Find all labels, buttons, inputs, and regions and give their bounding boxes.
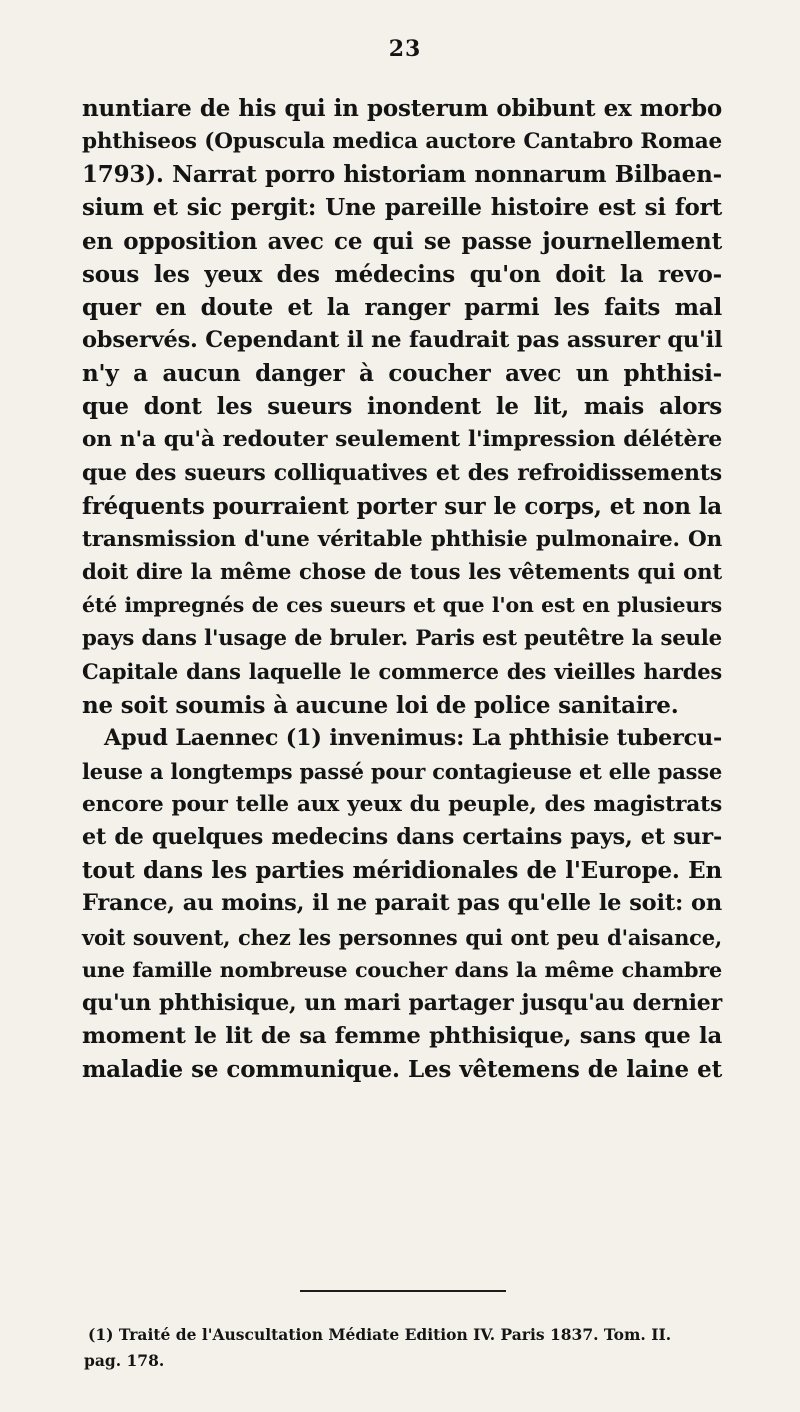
- text-line: pays dans l'usage de bruler. Paris est peutêtre la seule: [82, 626, 722, 652]
- text-line: sium et sic pergit: Une pareille histoire est si fort: [82, 194, 722, 222]
- text-line: doit dire la même chose de tous les vêtements qui ont: [82, 559, 722, 585]
- text-line: et de quelques medecins dans certains pays, et sur-: [82, 824, 722, 851]
- footnote-line: (1) Traité de l'Auscultation Médiate Edition IV. Paris 1837. Tom. II.: [88, 1325, 672, 1344]
- text-line: que dont les sueurs inondent le lit, mais alors: [82, 393, 722, 421]
- text-line: France, au moins, il ne parait pas qu'elle le soit: on: [82, 890, 722, 917]
- text-line: Apud Laennec (1) invenimus: La phthisie tubercu-: [104, 724, 722, 751]
- text-line: encore pour telle aux yeux du peuple, des magistrats: [82, 791, 722, 817]
- text-line: observés. Cependant il ne faudrait pas assurer qu'il: [82, 326, 723, 353]
- text-line: fréquents pourraient porter sur le corps, et non la: [82, 492, 722, 520]
- text-line: une famille nombreuse coucher dans la même chambre: [82, 957, 722, 982]
- text-line: maladie se communique. Les vêtemens de laine et: [82, 1056, 722, 1084]
- footnote-divider: [300, 1290, 506, 1292]
- text-line: été impregnés de ces sueurs et que l'on est en plusieurs: [82, 593, 722, 618]
- text-line: moment le lit de sa femme phthisique, sans que la: [82, 1022, 722, 1049]
- text-line: que des sueurs colliquatives et des refroidissements: [82, 459, 722, 486]
- text-line: Capitale dans laquelle le commerce des vieilles hardes: [82, 659, 722, 685]
- page-number: 23: [388, 36, 422, 62]
- text-line: 1793). Narrat porro historiam nonnarum Bilbaen-: [82, 161, 722, 189]
- text-line: voit souvent, chez les personnes qui ont peu d'aisance,: [82, 924, 722, 950]
- footnote-line: pag. 178.: [84, 1351, 165, 1370]
- text-line: leuse a longtemps passé pour contagieuse et elle passe: [82, 758, 723, 784]
- text-line: tout dans les parties méridionales de l'Europe. En: [82, 857, 722, 885]
- text-line: ne soit soumis à aucune loi de police sanitaire.: [82, 691, 679, 719]
- text-line: n'y a aucun danger à coucher avec un phthisi-: [82, 360, 722, 388]
- text-line: sous les yeux des médecins qu'on doit la revo-: [82, 260, 722, 288]
- text-line: qu'un phthisique, un mari partager jusqu'au dernier: [82, 989, 722, 1016]
- text-line: on n'a qu'à redouter seulement l'impression délétère: [82, 427, 722, 453]
- text-line: en opposition avec ce qui se passe journellement: [82, 227, 722, 255]
- text-line: nuntiare de his qui in posterum obibunt ex morbo: [82, 95, 722, 122]
- text-line: phthiseos (Opuscula medica auctore Cantabro Romae: [82, 129, 722, 155]
- text-line: transmission d'une véritable phthisie pulmonaire. On: [82, 526, 722, 552]
- text-line: quer en doute et la ranger parmi les faits mal: [82, 293, 722, 321]
- footnote: [84, 1322, 724, 1374]
- body-text: [82, 92, 722, 1086]
